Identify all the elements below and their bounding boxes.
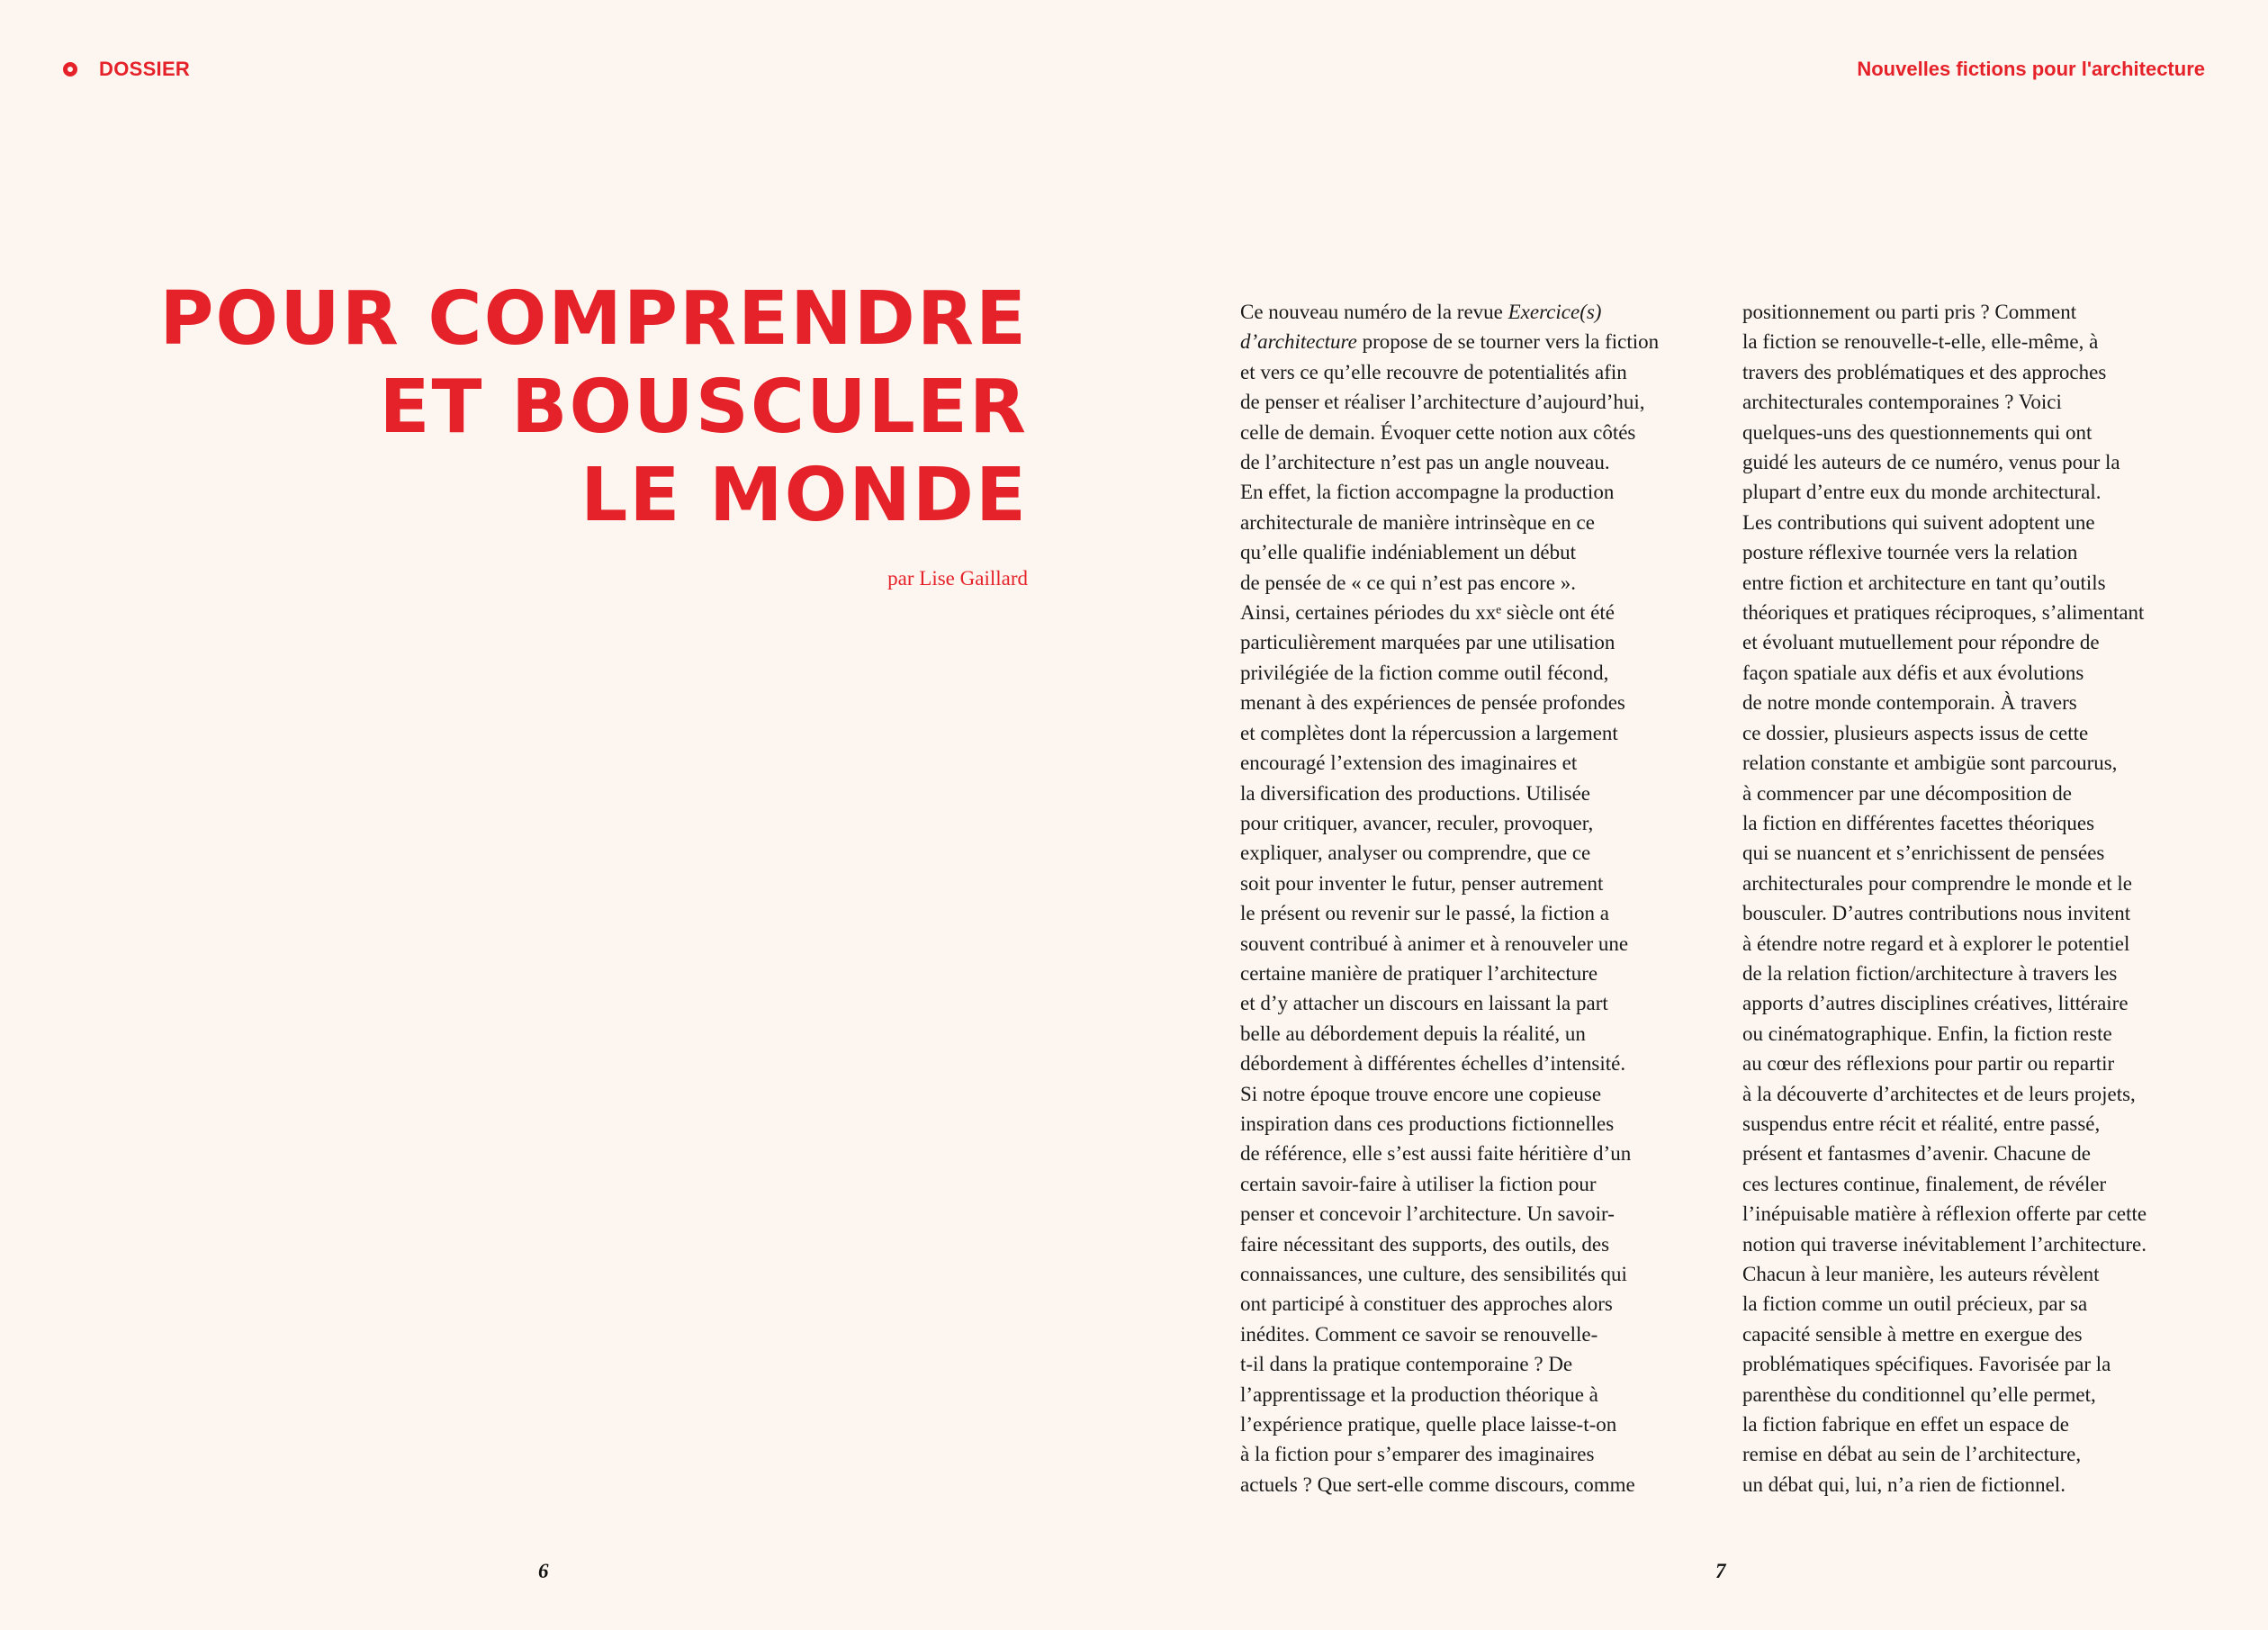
text-line: de l’architecture n’est pas un angle nouveau. xyxy=(1240,451,1610,474)
text-line: suspendus entre récit et réalité, entre passé, xyxy=(1742,1112,2101,1135)
text-line: inspiration dans ces productions fictionnelles xyxy=(1240,1112,1615,1135)
text-line: pour critiquer, avancer, reculer, provoquer, xyxy=(1240,811,1594,834)
text-line: Ce nouveau numéro de la revue Exercice(s) xyxy=(1240,301,1602,323)
text-line: la fiction fabrique en effet un espace de xyxy=(1742,1413,2069,1436)
text-line: privilégiée de la fiction comme outil fécond, xyxy=(1240,661,1609,684)
text-line: relation constante et ambigüe sont parcourus, xyxy=(1742,752,2118,775)
text-line: qui se nuancent et s’enrichissent de pensées xyxy=(1742,842,2105,865)
text-line: notion qui traverse inévitablement l’architecture. xyxy=(1742,1232,2146,1256)
text-line: inédites. Comment ce savoir se renouvelle- xyxy=(1240,1322,1598,1346)
title-line: ET BOUSCULER xyxy=(379,365,1028,450)
text-line: apports d’autres disciplines créatives, littéraire xyxy=(1742,992,2128,1015)
text-line: le présent ou revenir sur le passé, la fiction a xyxy=(1240,902,1610,925)
text-line: de penser et réaliser l’architecture d’aujourd’hui, xyxy=(1240,391,1645,414)
text-line: à la fiction pour s’emparer des imaginaires xyxy=(1240,1443,1595,1466)
text-line: Chacun à leur manière, les auteurs révèlent xyxy=(1742,1263,2100,1285)
text-line: façon spatiale aux défis et aux évolutions xyxy=(1742,661,2084,684)
text-line: et d’y attacher un discours en laissant la part xyxy=(1240,992,1608,1015)
text-line: présent et fantasmes d’avenir. Chacune de xyxy=(1742,1142,2092,1166)
text-line: la diversification des productions. Utilisée xyxy=(1240,781,1590,805)
text-line: faire nécessitant des supports, des outils, des xyxy=(1240,1232,1610,1256)
text-line: et évoluant mutuellement pour répondre de xyxy=(1742,631,2100,654)
text-line: un débat qui, lui, n’a rien de fictionnel. xyxy=(1742,1472,2066,1496)
circle-bullet-icon xyxy=(63,62,77,77)
text-line: certain savoir-faire à utiliser la fiction pour xyxy=(1240,1172,1597,1195)
text-line: architecturales pour comprendre le monde et le xyxy=(1742,871,2132,895)
text-line: l’expérience pratique, quelle place laisse-t-on xyxy=(1240,1413,1617,1436)
text-line: et vers ce qu’elle recouvre de potentialités afin xyxy=(1240,360,1627,383)
text-line: Ainsi, certaines périodes du xxᵉ siècle ont été xyxy=(1240,601,1615,625)
byline: par Lise Gaillard xyxy=(887,567,1028,590)
text-line: architecturales contemporaines ? Voici xyxy=(1742,391,2062,414)
text-line: connaissances, une culture, des sensibilités qui xyxy=(1240,1263,1627,1285)
text-line: théoriques et pratiques réciproques, s’alimentant xyxy=(1742,601,2145,625)
text-line: la fiction comme un outil précieux, par sa xyxy=(1742,1292,2088,1316)
text-line: d’architecture propose de se tourner vers la fiction xyxy=(1240,330,1660,354)
text-line: En effet, la fiction accompagne la production xyxy=(1240,481,1615,504)
body-column-1 xyxy=(1240,297,1717,1499)
text-line: qu’elle qualifie indéniablement un début xyxy=(1240,541,1576,564)
text-line: Si notre époque trouve encore une copieuse xyxy=(1240,1082,1602,1105)
article-title xyxy=(159,275,1028,540)
text-line: de notre monde contemporain. À travers xyxy=(1742,691,2077,715)
text-line: quelques-uns des questionnements qui ont xyxy=(1742,420,2092,444)
text-line: à la découverte d’architectes et de leurs projets, xyxy=(1742,1082,2136,1105)
section-name: DOSSIER xyxy=(99,58,191,80)
section-label xyxy=(63,58,190,81)
text-line: l’apprentissage et la production théorique à xyxy=(1240,1382,1598,1406)
body-column-2 xyxy=(1742,297,2219,1499)
text-line: Les contributions qui suivent adoptent une xyxy=(1742,510,2095,534)
text-line: la fiction en différentes facettes théoriques xyxy=(1742,811,2095,834)
text-line: actuels ? Que sert-elle comme discours, comme xyxy=(1240,1472,1635,1496)
text-line: encouragé l’extension des imaginaires et xyxy=(1240,752,1578,775)
text-line: guidé les auteurs de ce numéro, venus pour la xyxy=(1742,451,2120,474)
text-line: à étendre notre regard et à explorer le potentiel xyxy=(1742,932,2130,955)
text-line: ou cinématographique. Enfin, la fiction reste xyxy=(1742,1022,2112,1045)
text-line: certaine manière de pratiquer l’architecture xyxy=(1240,961,1598,985)
text-line: de référence, elle s’est aussi faite héritière d’un xyxy=(1240,1142,1632,1166)
text-line: posture réflexive tournée vers la relation xyxy=(1742,541,2078,564)
title-line: POUR COMPRENDRE xyxy=(159,276,1028,362)
text-line: la fiction se renouvelle-t-elle, elle-même, à xyxy=(1742,330,2099,354)
text-line: au cœur des réflexions pour partir ou repartir xyxy=(1742,1052,2115,1076)
text-line: ces lectures continue, finalement, de révéler xyxy=(1742,1172,2107,1195)
text-line: souvent contribué à animer et à renouveler une xyxy=(1240,932,1629,955)
text-line: bousculer. D’autres contributions nous invitent xyxy=(1742,902,2131,925)
page-number-right: 7 xyxy=(1715,1560,1726,1582)
text-line: plupart d’entre eux du monde architectural. xyxy=(1742,481,2102,504)
text-line: de la relation fiction/architecture à travers les xyxy=(1742,961,2118,985)
page-number-left: 6 xyxy=(538,1560,549,1582)
text-line: débordement à différentes échelles d’intensité. xyxy=(1240,1052,1626,1076)
running-title: Nouvelles fictions pour l'architecture xyxy=(1857,58,2205,80)
text-line: belle au débordement depuis la réalité, un xyxy=(1240,1022,1586,1045)
text-line: architecturale de manière intrinsèque en ce xyxy=(1240,510,1595,534)
text-line: l’inépuisable matière à réflexion offerte par cette xyxy=(1742,1202,2147,1226)
text-line: particulièrement marquées par une utilisation xyxy=(1240,631,1616,654)
text-line: ce dossier, plusieurs aspects issus de cette xyxy=(1742,721,2089,744)
text-line: parenthèse du conditionnel qu’elle permet, xyxy=(1742,1382,2096,1406)
text-line: travers des problématiques et des approches xyxy=(1742,360,2107,383)
text-line: capacité sensible à mettre en exergue des xyxy=(1742,1322,2083,1346)
text-line: de pensée de « ce qui n’est pas encore ». xyxy=(1240,571,1576,594)
text-line: penser et concevoir l’architecture. Un savoir- xyxy=(1240,1202,1615,1226)
text-line: entre fiction et architecture en tant qu’outils xyxy=(1742,571,2106,594)
title-line: LE MONDE xyxy=(580,453,1028,538)
text-line: ont participé à constituer des approches alors xyxy=(1240,1292,1613,1316)
text-line: celle de demain. Évoquer cette notion aux côtés xyxy=(1240,420,1636,444)
text-line: positionnement ou parti pris ? Comment xyxy=(1742,301,2077,323)
text-line: remise en débat au sein de l’architecture, xyxy=(1742,1443,2082,1466)
text-line: problématiques spécifiques. Favorisée par la xyxy=(1742,1353,2111,1376)
text-line: à commencer par une décomposition de xyxy=(1742,781,2072,805)
text-line: t-il dans la pratique contemporaine ? De xyxy=(1240,1353,1573,1376)
text-line: expliquer, analyser ou comprendre, que ce xyxy=(1240,842,1591,865)
text-line: et complètes dont la répercussion a largement xyxy=(1240,721,1618,744)
text-line: menant à des expériences de pensée profondes xyxy=(1240,691,1625,715)
text-line: soit pour inventer le futur, penser autrement xyxy=(1240,871,1604,895)
